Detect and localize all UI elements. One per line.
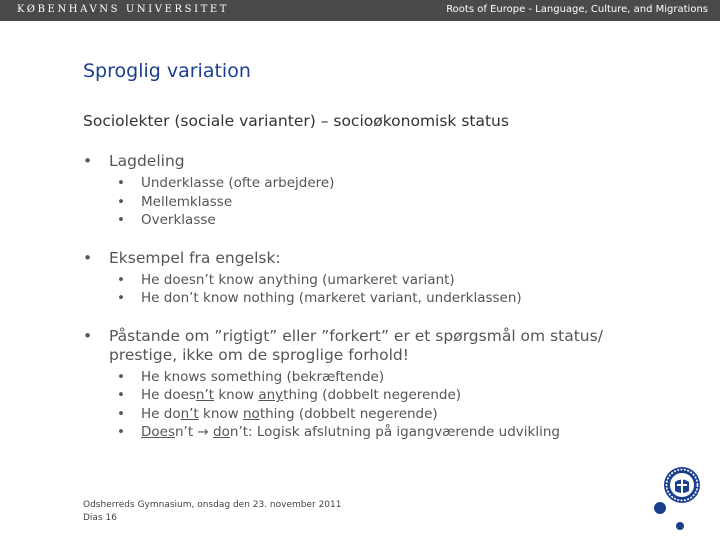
- sub-bullet: [83, 368, 663, 387]
- bullet-text-line1: Påstande om ”rigtigt” eller ”forkert” er et spørgsmål om status/: [109, 326, 603, 345]
- sub-bullet: [83, 193, 663, 212]
- slide-subtitle: Sociolekter (sociale varianter) – socioøkonomisk status: [83, 112, 509, 130]
- sub-bullet-text: He don’t know nothing (markeret variant, underklassen): [141, 290, 522, 306]
- slide-number: Dias 16: [83, 513, 117, 523]
- text-segment: He do: [141, 405, 181, 422]
- bullet-text: Lagdeling: [109, 152, 185, 170]
- sub-bullet: [83, 211, 663, 230]
- underlined-segment: n’t: [180, 405, 199, 422]
- sub-bullet: [83, 174, 663, 193]
- sub-bullet-dot: •: [117, 290, 125, 306]
- underlined-segment: do: [213, 424, 230, 440]
- bullet-lagdeling: [83, 152, 663, 171]
- header-bar: [0, 0, 720, 21]
- bullet-dot: •: [83, 248, 93, 267]
- sub-bullet-list: [83, 174, 663, 230]
- text-segment: He does: [141, 387, 196, 403]
- sub-bullet: [83, 405, 663, 424]
- sub-bullet-text: Mellemklasse: [141, 193, 233, 210]
- sub-bullet: [83, 271, 663, 290]
- decorative-dot: [676, 522, 684, 530]
- sub-bullet-dot: •: [117, 387, 125, 403]
- bullet-dot: •: [83, 326, 93, 345]
- underlined-segment: any: [258, 387, 284, 403]
- bullet-text: Eksempel fra engelsk:: [109, 248, 281, 267]
- sub-bullet-text: He knows something (bekræftende): [141, 368, 385, 385]
- sub-bullet-list: [83, 271, 663, 308]
- text-segment: n’t →: [175, 424, 214, 440]
- sub-bullet-dot: •: [117, 193, 125, 210]
- text-segment: thing (dobbelt negerende): [283, 387, 462, 403]
- sub-bullet: [83, 289, 663, 308]
- bullet-eksempel: [83, 249, 663, 268]
- underlined-segment: no: [242, 405, 260, 422]
- sub-bullet: [83, 386, 663, 405]
- text-segment: know: [214, 387, 259, 403]
- bullet-paastande: [83, 327, 663, 365]
- slide-content: [83, 152, 663, 442]
- underlined-segment: n’t: [195, 387, 215, 403]
- university-name: KØBENHAVNS UNIVERSITET: [17, 4, 230, 15]
- sub-bullet-dot: •: [117, 424, 125, 440]
- text-segment: know: [198, 405, 243, 422]
- sub-bullet: [83, 423, 663, 442]
- sub-bullet-dot: •: [117, 175, 125, 191]
- bullet-text-line2: prestige, ikke om de sproglige forhold!: [109, 345, 409, 364]
- text-segment: n’t: Logisk afslutning på igangværende udvikling: [229, 424, 560, 440]
- sub-bullet-dot: •: [117, 405, 125, 422]
- sub-bullet-dot: •: [117, 368, 125, 385]
- university-seal-icon: [663, 466, 701, 504]
- course-title: Roots of Europe - Language, Culture, and Migrations: [446, 4, 708, 15]
- text-segment: thing (dobbelt negerende): [259, 405, 438, 422]
- sub-bullet-text: Overklasse: [141, 212, 216, 228]
- slide-footer: [83, 499, 342, 525]
- sub-bullet-dot: •: [117, 271, 125, 288]
- bullet-dot: •: [83, 152, 93, 170]
- sub-bullet-list: [83, 368, 663, 442]
- decorative-dot: [654, 502, 666, 514]
- footer-line: Odsherreds Gymnasium, onsdag den 23. november 2011: [83, 500, 342, 510]
- sub-bullet-dot: •: [117, 212, 125, 228]
- slide-title: Sproglig variation: [83, 60, 251, 82]
- sub-bullet-text: He doesn’t know anything (umarkeret variant): [141, 271, 455, 288]
- underlined-segment: Does: [141, 424, 175, 440]
- sub-bullet-text: Underklasse (ofte arbejdere): [141, 175, 335, 191]
